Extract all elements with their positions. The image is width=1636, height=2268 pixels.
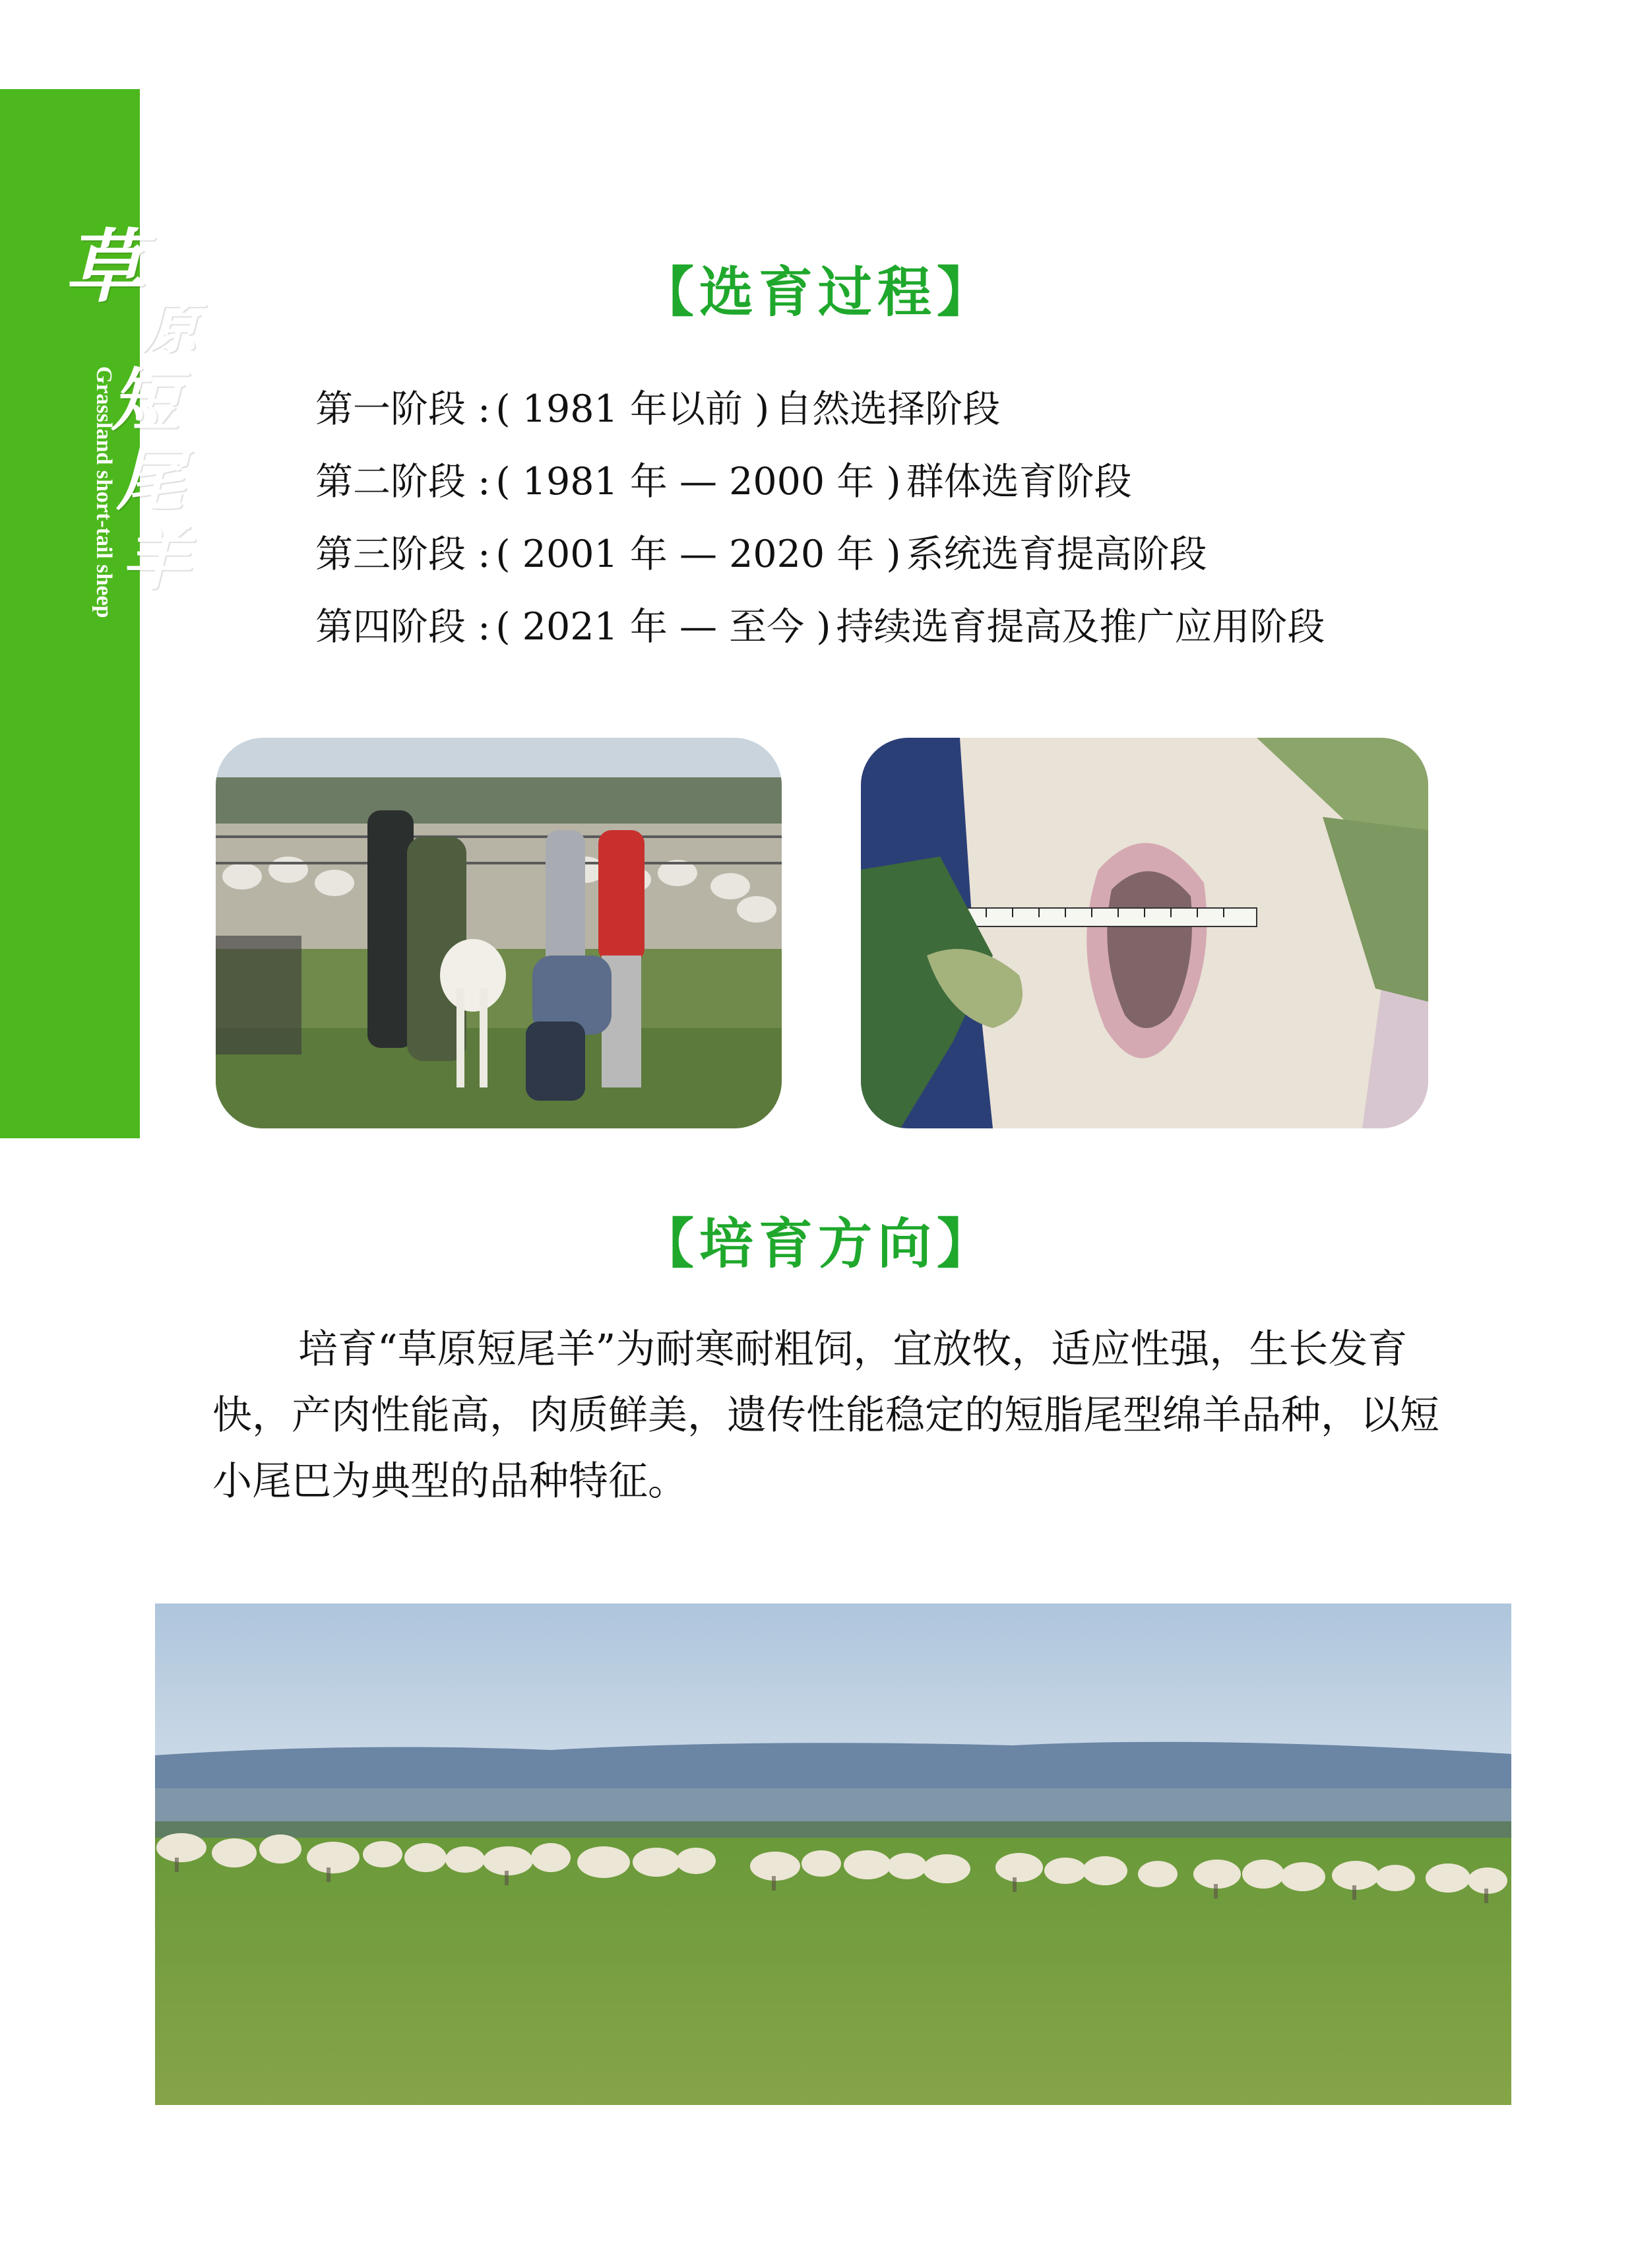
stage-list — [315, 373, 1330, 663]
logo-char-1: 草 — [65, 220, 144, 313]
grassland-sheep-photo — [155, 1604, 1511, 2105]
logo-char-5: 羊 — [121, 518, 191, 599]
tail-measurement-photo — [861, 738, 1428, 1128]
stage-item: 第二阶段 : ( 1981 年 — 2000 年 ) 群体选育阶段 — [315, 460, 1132, 503]
stage-item: 第四阶段 : ( 2021 年 — 至今 ) 持续选育提高及推广应用阶段 — [315, 605, 1325, 649]
stage-item: 第一阶段 : ( 1981 年以前 ) 自然选择阶段 — [315, 387, 1001, 431]
breeding-title: 【培育方向】 — [639, 1213, 996, 1276]
logo-english-text: Grassland short-tail sheep — [92, 366, 116, 618]
breeding-measurement-photo — [216, 738, 782, 1128]
breeding-paragraph: 培育“草原短尾羊”为耐寒耐粗饲，宜放牧，适应性强，生长发育快，产肉性能高，肉质鲜美，遗传性能稳定的短脂尾型绵羊品种，以短小尾巴为典型的品种特征。 — [212, 1326, 1439, 1505]
logo-char-4: 尾 — [116, 439, 185, 520]
logo-char-2: 原 — [142, 295, 199, 360]
logo-char-3: 短 — [111, 360, 180, 441]
stage-item: 第三阶段 : ( 2001 年 — 2020 年 ) 系统选育提高阶段 — [315, 533, 1207, 576]
selection-title: 【选育过程】 — [639, 261, 996, 324]
